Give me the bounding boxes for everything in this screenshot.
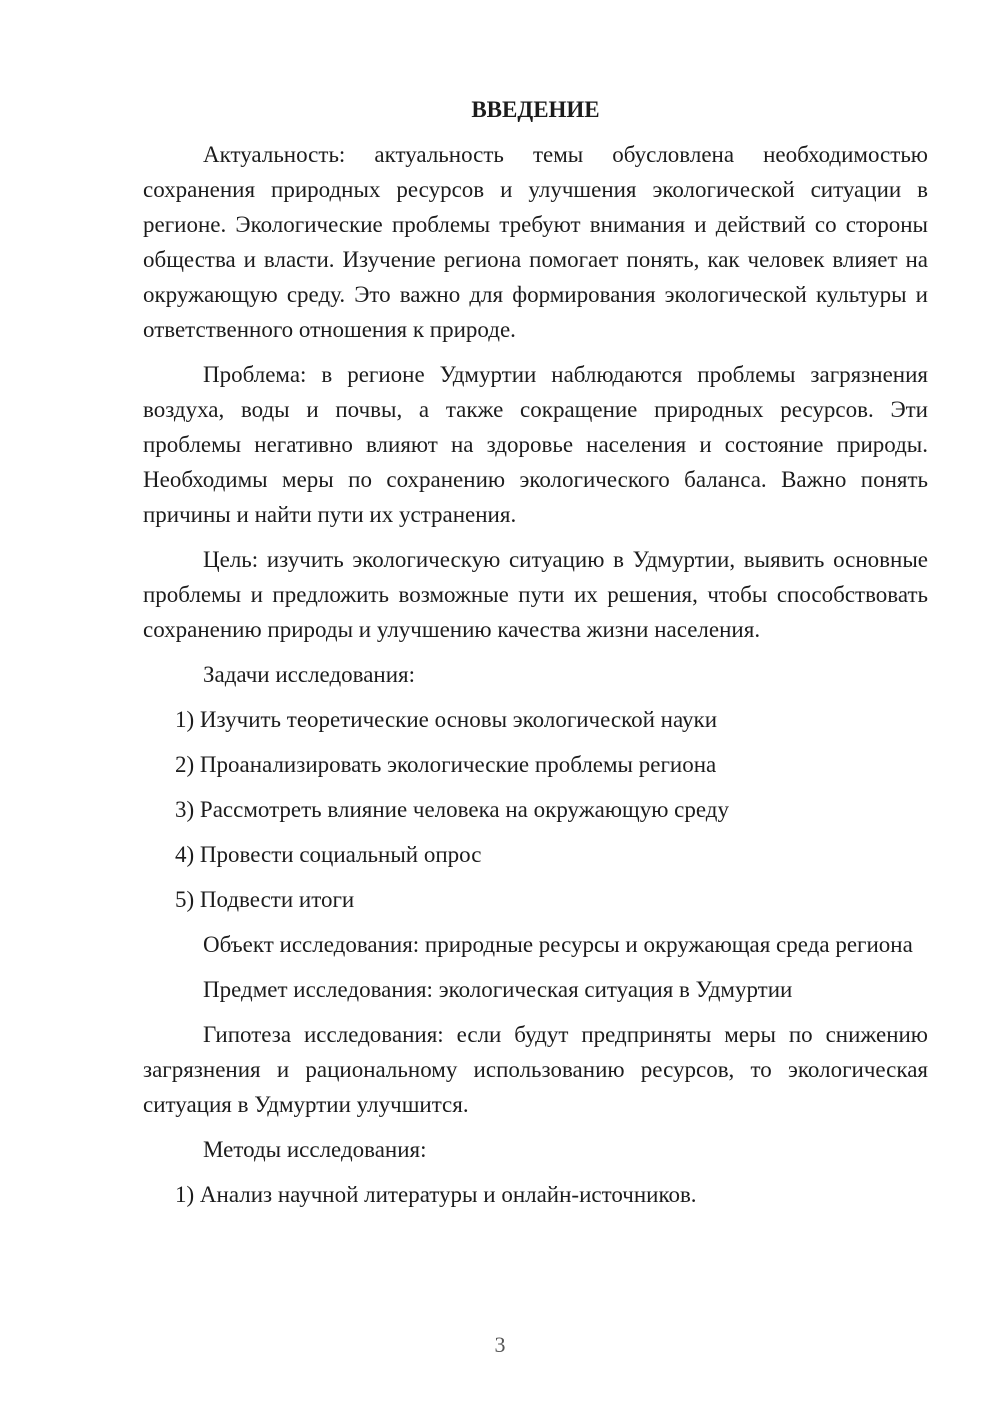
task-item: 5) Подвести итоги [175,887,355,912]
tasks-heading: Задачи исследования: [203,662,416,687]
method-item: 1) Анализ научной литературы и онлайн-источников. [175,1182,697,1207]
task-item: 2) Проанализировать экологические проблемы региона [175,752,717,777]
hypothesis-paragraph: Гипотеза исследования: если будут предприняты меры по снижению загрязнения и рациональному использованию ресурсов, то экологическая ситуация в Удмуртии улучшится. [143,1022,928,1117]
page-title: ВВЕДЕНИЕ [471,97,600,122]
subject-paragraph: Предмет исследования: экологическая ситуация в Удмуртии [203,977,793,1002]
page-number: 3 [494,1332,506,1357]
relevance-paragraph: Актуальность: актуальность темы обусловлена необходимостью сохранения природных ресурсов и улучшения экологической ситуации в регионе. Экологические проблемы требуют внимания и действий со стороны общества и власти. Изучение региона помогает понять, как человек влияет на окружающую среду. Это важно для формирования экологической культуры и ответственного отношения к природе. [143,142,928,342]
task-item: 1) Изучить теоретические основы экологической науки [175,707,718,732]
goal-paragraph: Цель: изучить экологическую ситуацию в Удмуртии, выявить основные проблемы и предложить возможные пути их решения, чтобы способствовать сохранению природы и улучшению качества жизни населения. [143,547,928,642]
methods-heading: Методы исследования: [203,1137,427,1162]
object-paragraph: Объект исследования: природные ресурсы и окружающая среда региона [203,932,913,957]
document-page [143,92,928,1222]
task-item: 4) Провести социальный опрос [175,842,482,867]
problem-paragraph: Проблема: в регионе Удмуртии наблюдаются проблемы загрязнения воздуха, воды и почвы, а также сокращение природных ресурсов. Эти проблемы негативно влияют на здоровье населения и состояние природы. Необходимы меры по сохранению экологического баланса. Важно понять причины и найти пути их устранения. [143,362,928,527]
task-item: 3) Рассмотреть влияние человека на окружающую среду [175,797,729,822]
